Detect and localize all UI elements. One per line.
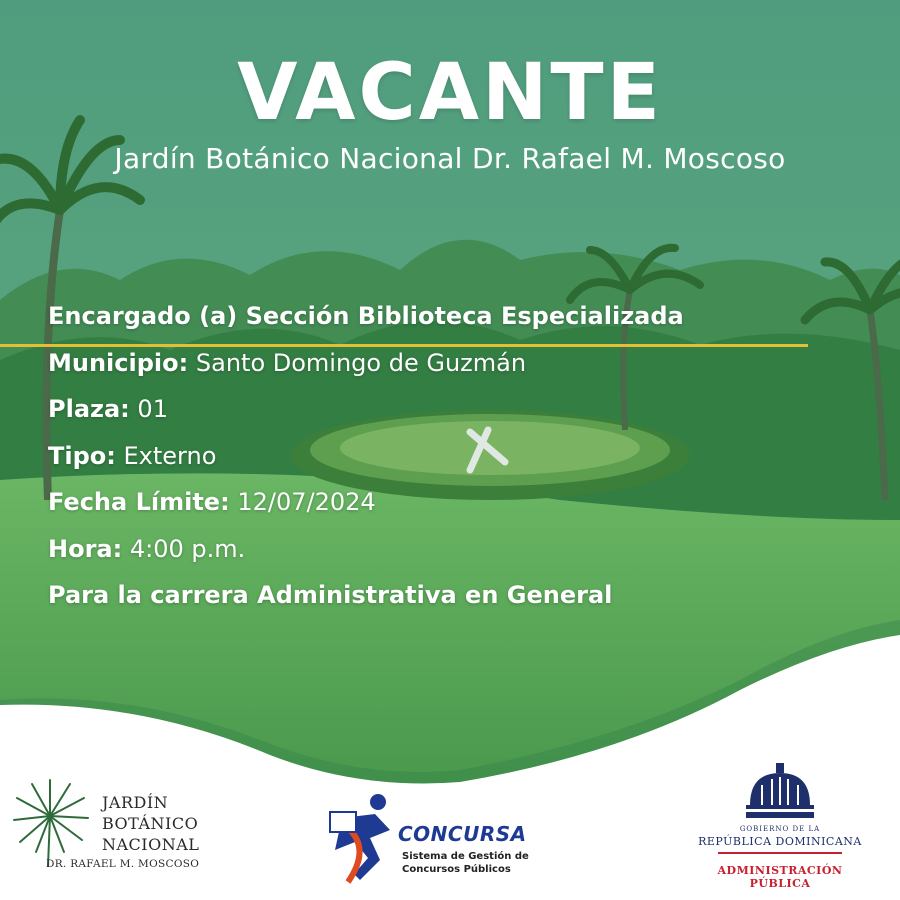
gov-main-text: REPÚBLICA DOMINICANA: [698, 835, 862, 848]
gov-admin-text: ADMINISTRACIÓN PÚBLICA: [717, 864, 843, 890]
plaza-label: Plaza:: [48, 395, 130, 423]
jbn-line1: JARDÍN: [102, 793, 169, 812]
hora-value: 4:00 p.m.: [129, 534, 246, 563]
jbn-line2: BOTÁNICO: [102, 814, 199, 833]
gov-small-text: GOBIERNO DE LA: [739, 825, 821, 833]
palm-leaf-icon: [12, 778, 92, 868]
plaza-value: 01: [137, 395, 168, 423]
runner-icon: [320, 790, 410, 885]
hora-row: [48, 533, 848, 580]
gold-divider: [0, 344, 808, 347]
page-title: VACANTE: [237, 48, 663, 138]
plaza-row: [48, 393, 848, 440]
concursa-logo: [320, 790, 560, 890]
jbn-line3: NACIONAL: [102, 835, 200, 854]
hora-label: Hora:: [48, 534, 123, 563]
municipio-value: Santo Domingo de Guzmán: [195, 348, 527, 377]
administracion-publica-logo: [690, 755, 890, 890]
career-note-text: Para la carrera Administrativa en General: [48, 581, 613, 609]
jbn-wordmark: [102, 792, 199, 855]
municipio-row: [48, 347, 848, 394]
jardin-botanico-logo: [12, 778, 212, 878]
tipo-label: Tipo:: [48, 441, 116, 470]
concursa-name: CONCURSA: [398, 822, 527, 846]
vacancy-details: [48, 300, 848, 626]
municipio-label: Municipio:: [48, 348, 189, 377]
fecha-label: Fecha Límite:: [48, 488, 230, 516]
concursa-tagline-2: Concursos Públicos: [402, 864, 511, 875]
jbn-subline: DR. RAFAEL M. MOSCOSO: [46, 858, 200, 870]
institution-subtitle: Jardín Botánico Nacional Dr. Rafael M. Moscoso: [114, 142, 786, 175]
tipo-row: [48, 440, 848, 487]
position-title: Encargado (a) Sección Biblioteca Especializada: [48, 302, 684, 330]
career-note: [48, 579, 848, 626]
fecha-row: [48, 486, 848, 533]
gov-red-line: [718, 852, 842, 854]
concursa-tagline-1: Sistema de Gestión de: [402, 851, 529, 862]
fecha-value: 12/07/2024: [237, 488, 376, 516]
tipo-value: Externo: [123, 441, 217, 470]
dome-icon: [690, 755, 870, 825]
concursa-tagline: [402, 850, 529, 876]
